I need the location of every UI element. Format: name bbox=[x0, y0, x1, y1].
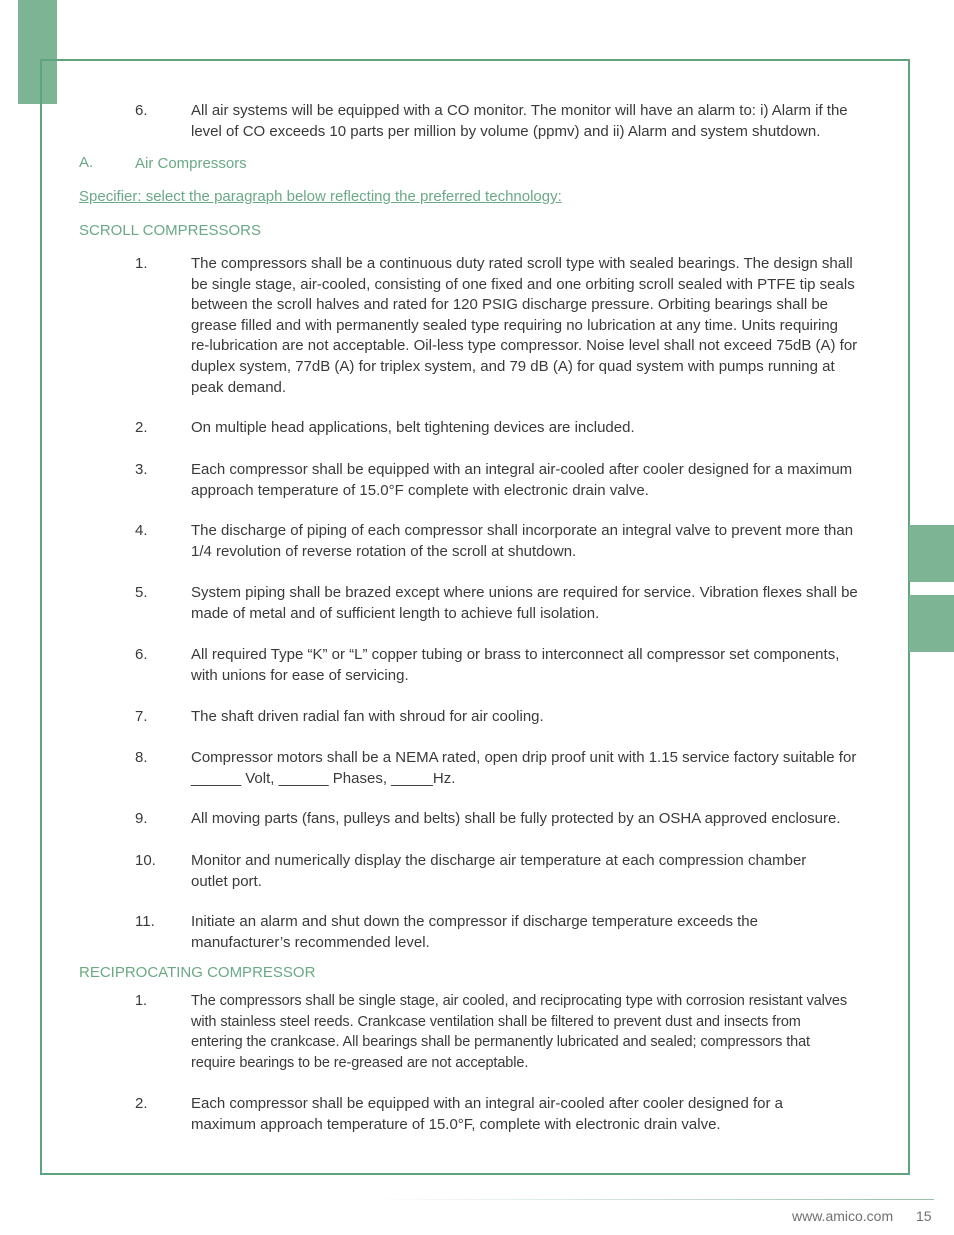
list-number: 5. bbox=[135, 584, 148, 601]
list-number: 2. bbox=[135, 1095, 148, 1112]
list-number: 8. bbox=[135, 749, 148, 766]
list-number: 7. bbox=[135, 708, 148, 725]
scroll-compressors-heading: SCROLL COMPRESSORS bbox=[79, 222, 261, 239]
list-number: 6. bbox=[135, 102, 148, 119]
list-text: Compressor motors shall be a NEMA rated, open drip proof unit with 1.15 service factory suitable for ______ Volt, ______ Phases, _____Hz. bbox=[191, 749, 857, 787]
list-number: 3. bbox=[135, 461, 148, 478]
list-number: 2. bbox=[135, 419, 148, 436]
list-text: The compressors shall be single stage, air cooled, and reciprocating type with corrosion resistant valves with stainless steel reeds. Crankcase ventilation shall be filtered to prevent dust and insects from entering the crankcase. All bearings shall be permanently lubricated and sealed; compressors that require bearings to be re-greased are not acceptable. bbox=[191, 993, 848, 1071]
reciprocating-compressor-heading: RECIPROCATING COMPRESSOR bbox=[79, 964, 316, 981]
section-title: Air Compressors bbox=[135, 155, 247, 172]
section-letter: A. bbox=[79, 154, 94, 171]
list-number: 11. bbox=[135, 913, 155, 930]
list-number: 10. bbox=[135, 852, 156, 869]
side-accent-tab-1 bbox=[909, 525, 954, 582]
list-text: Initiate an alarm and shut down the compressor if discharge temperature exceeds the manufacturer’s recommended level. bbox=[191, 913, 758, 951]
list-number: 6. bbox=[135, 646, 148, 663]
list-text: The shaft driven radial fan with shroud for air cooling. bbox=[191, 708, 544, 725]
list-number: 1. bbox=[135, 255, 148, 272]
list-text: All required Type “K” or “L” copper tubing or brass to interconnect all compressor set components, with unions for ease of servicing. bbox=[191, 646, 840, 684]
specifier-note-link[interactable]: Specifier: select the paragraph below reflecting the preferred technology: bbox=[79, 188, 562, 205]
list-number: 4. bbox=[135, 522, 148, 539]
list-text: On multiple head applications, belt tightening devices are included. bbox=[191, 419, 635, 436]
footer-website-link[interactable]: www.amico.com bbox=[792, 1208, 894, 1224]
list-text: All moving parts (fans, pulleys and belts) shall be fully protected by an OSHA approved enclosure. bbox=[191, 810, 841, 827]
list-text: Each compressor shall be equipped with an integral air-cooled after cooler designed for a maximum approach temperature of 15.0°F, complete with electronic drain valve. bbox=[191, 1095, 784, 1133]
list-text: All air systems will be equipped with a CO monitor. The monitor will have an alarm to: i) Alarm if the level of CO exceeds 10 parts per million by volume (ppmv) and ii) Alarm and system shutdown. bbox=[191, 102, 848, 140]
page-number: 15 bbox=[916, 1208, 932, 1224]
list-number: 1. bbox=[135, 993, 147, 1009]
side-accent-tab-2 bbox=[909, 595, 954, 652]
footer-divider bbox=[370, 1199, 934, 1200]
list-text: The compressors shall be a continuous duty rated scroll type with sealed bearings. The design shall be single stage, air-cooled, consisting of one fixed and one orbiting scroll sealed with PTFE tip seals between the scroll halves and rated for 120 PSIG discharge pressure. Orbiting bearings shall be grease filled and with permanently sealed type requiring no lubrication at any time. Units requiring re-lubrication are not acceptable. Oil-less type compressor. Noise level shall not exceed 75dB (A) for duplex system, 77dB (A) for triplex system, and 79 dB (A) for quad system with pumps running at peak demand. bbox=[191, 255, 858, 396]
list-text: System piping shall be brazed except where unions are required for service. Vibration flexes shall be made of metal and of sufficient length to achieve full isolation. bbox=[191, 584, 858, 622]
list-number: 9. bbox=[135, 810, 148, 827]
list-text: Each compressor shall be equipped with an integral air-cooled after cooler designed for a maximum approach temperature of 15.0°F complete with electronic drain valve. bbox=[191, 461, 853, 499]
list-text: The discharge of piping of each compressor shall incorporate an integral valve to prevent more than 1/4 revolution of reverse rotation of the scroll at shutdown. bbox=[191, 522, 854, 560]
list-text: Monitor and numerically display the discharge air temperature at each compression chamber outlet port. bbox=[191, 852, 807, 890]
